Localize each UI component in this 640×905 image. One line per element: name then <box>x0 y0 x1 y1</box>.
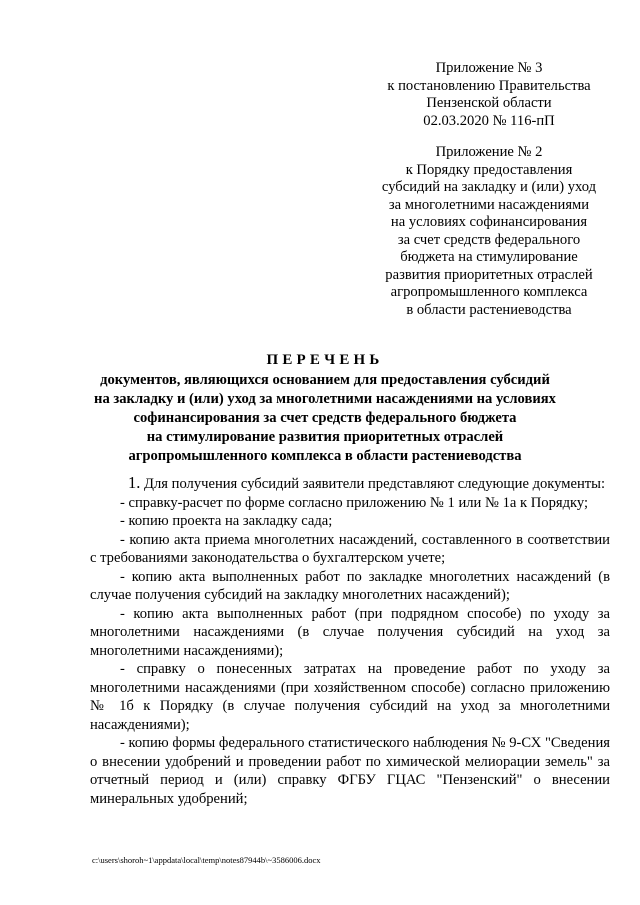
appendix-3-line: Приложение № 3 <box>435 60 543 76</box>
appendix-3-line: 02.03.2020 № 116-пП <box>423 112 555 129</box>
document-title: ПЕРЕЧЕНЬ <box>266 352 384 368</box>
list-item: - копию акта приема многолетних насаждений, составленного в соответствии с требованиями законодательства о бухгалтерском учете; <box>90 531 610 566</box>
subtitle-line: агропромышленного комплекса в области растениеводства <box>128 448 522 464</box>
list-item: - копию акта выполненных работ (при подрядном способе) по уходу за многолетними насаждениями (в случае получения субсидий на уход за многолетними насаждениями); <box>90 605 610 659</box>
list-item: - копию акта выполненных работ по закладке многолетних насаждений (в случае получения субсидий на закладку многолетних насаждений); <box>90 568 610 603</box>
appendix-2-header <box>370 144 608 319</box>
appendix-2-line: Приложение № 2 <box>435 144 543 160</box>
subtitle-line: на стимулирование развития приоритетных отраслей <box>146 429 504 445</box>
appendix-2-line: развития приоритетных отраслей <box>385 266 593 283</box>
document-body <box>90 474 610 808</box>
list-item: - справку-расчет по форме согласно приложению № 1 или № 1а к Порядку; <box>120 494 589 511</box>
appendix-2-line: за счет средств федерального <box>397 231 581 248</box>
paragraph-text: Для получения субсидий заявители представляют следующие документы: <box>144 476 606 492</box>
subtitle-line: документов, являющихся основанием для предоставления субсидий <box>100 372 550 388</box>
appendix-3-line: к постановлению Правительства <box>387 77 591 94</box>
appendix-2-line: агропромышленного комплекса <box>390 284 588 300</box>
appendix-2-line: субсидий на закладку и (или) уход <box>381 179 597 195</box>
list-item: - копию формы федерального статистического наблюдения № 9-СХ "Сведения о внесении удобрений и проведении работ по химической мелиорации земель" за отчетный период и (или) справку ФГБУ ГЦАС "Пензенский" о внесении минеральных удобрений; <box>90 735 610 807</box>
appendix-2-line: к Порядку предоставления <box>405 161 573 178</box>
list-item: - копию проекта на закладку сада; <box>120 513 333 529</box>
list-item: - справку о понесенных затратах на проведение работ по уходу за многолетними насаждениями (при хозяйственном способе) согласно приложению № 1б к Порядку (в случае получения субсидий на уход за многолетними насаждениями); <box>90 661 610 733</box>
appendix-3-header <box>370 60 608 130</box>
subtitle-line: софинансирования за счет средств федерального бюджета <box>133 410 517 426</box>
appendix-2-line: на условиях софинансирования <box>390 214 588 230</box>
footer-file-path: c:\users\shoroh~1\appdata\local\temp\notes87944b\~3586006.docx <box>92 855 321 865</box>
appendix-3-line: Пензенской области <box>426 95 552 111</box>
appendix-2-line: за многолетними насаждениями <box>388 196 590 213</box>
paragraph-number: 1. <box>128 473 141 492</box>
subtitle-line: на закладку и (или) уход за многолетними насаждениями на условиях <box>94 391 556 407</box>
paragraph-1 <box>90 474 610 494</box>
appendix-2-line: бюджета на стимулирование <box>400 249 578 265</box>
document-subtitle <box>70 371 580 466</box>
appendix-2-line: в области растениеводства <box>406 301 572 318</box>
